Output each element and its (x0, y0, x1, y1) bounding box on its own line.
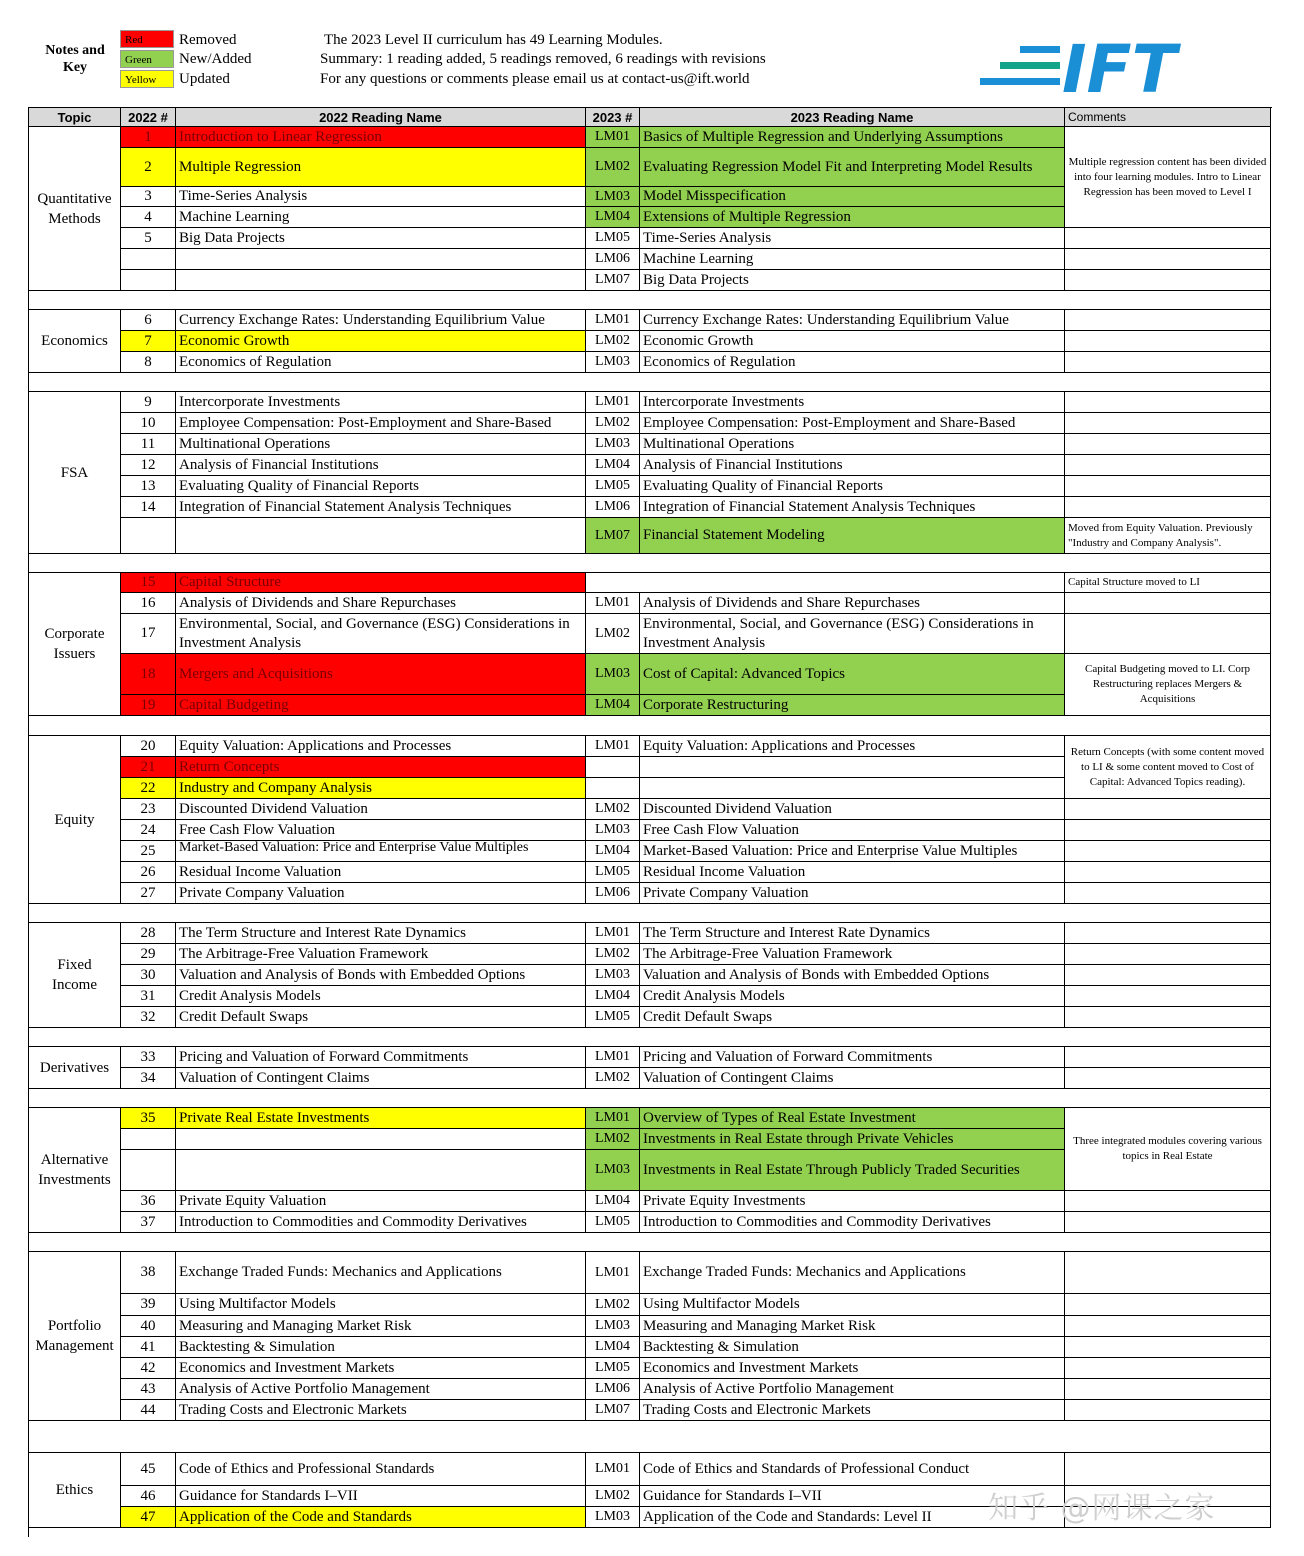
row-2022-name: Evaluating Quality of Financial Reports (176, 476, 586, 497)
row-2023-name: Analysis of Dividends and Share Repurchases (640, 593, 1065, 614)
comment-cell (1065, 986, 1271, 1007)
row-2022-num: 21 (121, 757, 176, 778)
notes-key-title: Notes and Key (45, 43, 105, 75)
row-2022-num (121, 270, 176, 291)
row-2023-num (586, 778, 640, 799)
comment-cell (1065, 923, 1271, 944)
row-2023-name: Evaluating Regression Model Fit and Interpreting Model Results (640, 148, 1065, 187)
row-2023-num: LM01 (586, 923, 640, 944)
row-2023-name: Valuation of Contingent Claims (640, 1068, 1065, 1089)
row-2022-name: Analysis of Dividends and Share Repurchases (176, 593, 586, 614)
topic-equity: Equity (29, 736, 121, 904)
row-2023-name: Cost of Capital: Advanced Topics (640, 654, 1065, 695)
row-2023-name: Pricing and Valuation of Forward Commitments (640, 1047, 1065, 1068)
row-2023-name: Analysis of Active Portfolio Management (640, 1379, 1065, 1400)
topic-economics: Economics (29, 310, 121, 373)
row-2023-name: Environmental, Social, and Governance (ESG) Considerations in Investment Analysis (640, 614, 1065, 654)
row-2023-name: Economic Growth (640, 331, 1065, 352)
row-2022-num: 19 (121, 695, 176, 716)
row-2022-name (176, 1129, 586, 1150)
row-2023-num (586, 757, 640, 778)
row-2022-num: 44 (121, 1400, 176, 1421)
comment-cell (1065, 476, 1271, 497)
header-2022-num: 2022 # (121, 108, 176, 127)
row-2022-name: Capital Budgeting (176, 695, 586, 716)
row-2023-name: Code of Ethics and Standards of Professional Conduct (640, 1453, 1065, 1486)
row-2023-num: LM02 (586, 944, 640, 965)
row-2022-num: 13 (121, 476, 176, 497)
row-2023-name: Employee Compensation: Post-Employment and Share-Based (640, 413, 1065, 434)
row-2022-name: Application of the Code and Standards (176, 1507, 586, 1528)
row-2023-num: LM05 (586, 476, 640, 497)
row-2023-name: Extensions of Multiple Regression (640, 207, 1065, 228)
row-2023-num: LM01 (586, 593, 640, 614)
row-2023-name: Economics of Regulation (640, 352, 1065, 373)
row-2023-name: Backtesting & Simulation (640, 1337, 1065, 1358)
row-2022-name: Economics of Regulation (176, 352, 586, 373)
row-2022-num (121, 249, 176, 270)
row-2022-num: 42 (121, 1358, 176, 1379)
row-2023-num: LM01 (586, 1047, 640, 1068)
row-2023-num: LM01 (586, 1252, 640, 1294)
header-2023-num: 2023 # (586, 108, 640, 127)
row-2022-num: 41 (121, 1337, 176, 1358)
row-2022-num: 22 (121, 778, 176, 799)
row-2022-num: 39 (121, 1294, 176, 1316)
row-2023-name: Time-Series Analysis (640, 228, 1065, 249)
row-2023-name: Residual Income Valuation (640, 862, 1065, 883)
topic-alternative-investments: Alternative Investments (29, 1108, 121, 1233)
row-2023-num: LM02 (586, 614, 640, 654)
row-2023-num: LM04 (586, 207, 640, 228)
row-2022-name: Residual Income Valuation (176, 862, 586, 883)
comment-cell (1065, 614, 1271, 654)
row-2022-name: Private Real Estate Investments (176, 1108, 586, 1129)
row-2023-name: Exchange Traded Funds: Mechanics and Applications (640, 1252, 1065, 1294)
row-2022-num: 34 (121, 1068, 176, 1089)
key-swatch-yellow: Yellow (120, 70, 174, 88)
section-spacer (29, 1089, 1271, 1108)
row-2022-num: 47 (121, 1507, 176, 1528)
row-2023-name (640, 778, 1065, 799)
row-2022-num: 36 (121, 1191, 176, 1212)
row-2023-name: Model Misspecification (640, 187, 1065, 207)
row-2023-num: LM03 (586, 820, 640, 841)
row-2022-name (176, 270, 586, 291)
row-2023-num: LM02 (586, 799, 640, 820)
row-2023-num: LM03 (586, 1316, 640, 1337)
row-2022-num: 46 (121, 1486, 176, 1507)
logo-text: IFT (1062, 38, 1177, 98)
row-2022-num: 15 (121, 573, 176, 593)
row-2022-name: Industry and Company Analysis (176, 778, 586, 799)
comment-cell (1065, 1252, 1271, 1294)
row-2022-num: 26 (121, 862, 176, 883)
row-2022-name: Trading Costs and Electronic Markets (176, 1400, 586, 1421)
row-2022-num: 14 (121, 497, 176, 518)
comment-cell (1065, 1191, 1271, 1212)
row-2023-name: Currency Exchange Rates: Understanding Equilibrium Value (640, 310, 1065, 331)
row-2023-num: LM02 (586, 1068, 640, 1089)
header-topic: Topic (29, 108, 121, 127)
row-2022-num: 8 (121, 352, 176, 373)
row-2023-name: Introduction to Commodities and Commodity Derivatives (640, 1212, 1065, 1233)
key-label-updated: Updated (179, 71, 230, 87)
row-2023-num: LM07 (586, 518, 640, 554)
row-2023-num: LM03 (586, 654, 640, 695)
row-2022-num: 35 (121, 1108, 176, 1129)
row-2022-name: Multiple Regression (176, 148, 586, 187)
key-label-removed: Removed (179, 32, 237, 48)
row-2022-name: Valuation and Analysis of Bonds with Embedded Options (176, 965, 586, 986)
row-2022-num: 2 (121, 148, 176, 187)
row-2022-num: 12 (121, 455, 176, 476)
row-2022-name: Measuring and Managing Market Risk (176, 1316, 586, 1337)
row-2022-num: 37 (121, 1212, 176, 1233)
comment-cell (1065, 228, 1271, 249)
row-2023-name: Corporate Restructuring (640, 695, 1065, 716)
section-spacer (29, 291, 1271, 310)
row-2022-name: Time-Series Analysis (176, 187, 586, 207)
row-2022-num: 45 (121, 1453, 176, 1486)
row-2023-num: LM01 (586, 392, 640, 413)
section-spacer (29, 1421, 1271, 1453)
row-2023-num: LM05 (586, 1007, 640, 1028)
row-2022-name: Market-Based Valuation: Price and Enterprise Value Multiples (176, 841, 586, 862)
ift-logo (980, 38, 1220, 98)
row-2023-name: Investments in Real Estate through Private Vehicles (640, 1129, 1065, 1150)
section-spacer (29, 1028, 1271, 1047)
row-2022-name: Environmental, Social, and Governance (ESG) Considerations in Investment Analysis (176, 614, 586, 654)
topic-fixed-income: Fixed Income (29, 923, 121, 1028)
comment-cell (1065, 434, 1271, 455)
row-2022-num: 10 (121, 413, 176, 434)
curriculum-table (28, 107, 1272, 1537)
watermark-text: 知乎 @网课之家 (988, 1491, 1216, 1526)
comment-cell (1065, 1212, 1271, 1233)
row-2023-name: Equity Valuation: Applications and Processes (640, 736, 1065, 757)
row-2022-name: Pricing and Valuation of Forward Commitments (176, 1047, 586, 1068)
row-2022-num (121, 1150, 176, 1191)
row-2022-num: 7 (121, 331, 176, 352)
row-2023-num: LM03 (586, 187, 640, 207)
row-2022-num: 5 (121, 228, 176, 249)
row-2022-name: Intercorporate Investments (176, 392, 586, 413)
comment-cell (1065, 1358, 1271, 1379)
row-2022-name: Capital Structure (176, 573, 586, 593)
row-2023-name: Guidance for Standards I–VII (640, 1486, 1065, 1507)
row-2022-name: Credit Analysis Models (176, 986, 586, 1007)
row-2022-num: 18 (121, 654, 176, 695)
row-2023-name: Analysis of Financial Institutions (640, 455, 1065, 476)
row-2022-num (121, 1129, 176, 1150)
row-2023-num: LM05 (586, 862, 640, 883)
row-2023-num: LM02 (586, 1486, 640, 1507)
row-2022-num: 16 (121, 593, 176, 614)
topic-fsa: FSA (29, 392, 121, 554)
topic-ethics: Ethics (29, 1453, 121, 1528)
comment-fsa: Moved from Equity Valuation. Previously "Industry and Company Analysis". (1065, 518, 1271, 554)
row-2022-num: 31 (121, 986, 176, 1007)
row-2022-name: Introduction to Commodities and Commodity Derivatives (176, 1212, 586, 1233)
row-2022-num: 25 (121, 841, 176, 862)
row-2023-name: Valuation and Analysis of Bonds with Embedded Options (640, 965, 1065, 986)
row-2023-num: LM02 (586, 331, 640, 352)
comment-cell (1065, 1453, 1271, 1486)
comment-capital-structure: Capital Structure moved to LI (1065, 573, 1271, 593)
comment-cell (1065, 1068, 1271, 1089)
row-2022-name: Mergers and Acquisitions (176, 654, 586, 695)
row-2023-name: Application of the Code and Standards: Level II (640, 1507, 1065, 1528)
row-2023-name: Measuring and Managing Market Risk (640, 1316, 1065, 1337)
key-swatch-red: Red (120, 30, 174, 48)
row-2023-name: Private Company Valuation (640, 883, 1065, 904)
row-2023-name: Credit Analysis Models (640, 986, 1065, 1007)
row-2023-num: LM02 (586, 413, 640, 434)
comment-cell (1065, 331, 1271, 352)
comment-cell (1065, 1316, 1271, 1337)
comment-cell (1065, 310, 1271, 331)
row-2023-num: LM03 (586, 1507, 640, 1528)
row-2022-num: 4 (121, 207, 176, 228)
comment-cell (1065, 1400, 1271, 1421)
row-2023-name: Overview of Types of Real Estate Investment (640, 1108, 1065, 1129)
row-2023-name: Market-Based Valuation: Price and Enterprise Value Multiples (640, 841, 1065, 862)
row-2022-name: Introduction to Linear Regression (176, 127, 586, 148)
comment-cell (1065, 1294, 1271, 1316)
comment-cell (1065, 392, 1271, 413)
row-2022-name: Machine Learning (176, 207, 586, 228)
section-spacer (29, 1233, 1271, 1252)
row-2023-num: LM03 (586, 1150, 640, 1191)
row-2023-num: LM04 (586, 841, 640, 862)
row-2022-num: 3 (121, 187, 176, 207)
row-2022-num: 30 (121, 965, 176, 986)
row-2022-num: 27 (121, 883, 176, 904)
row-2022-name: Guidance for Standards I–VII (176, 1486, 586, 1507)
comment-cell (1065, 270, 1271, 291)
row-2023-num: LM02 (586, 148, 640, 187)
section-spacer (29, 554, 1271, 573)
row-2023-name: Financial Statement Modeling (640, 518, 1065, 554)
comment-cell (1065, 455, 1271, 476)
row-2023-num: LM01 (586, 310, 640, 331)
key-label-added: New/Added (179, 51, 252, 67)
row-2022-num: 1 (121, 127, 176, 148)
row-2022-num (121, 518, 176, 554)
topic-derivatives: Derivatives (29, 1047, 121, 1089)
comment-cell (1065, 820, 1271, 841)
row-2022-name (176, 249, 586, 270)
row-2022-name: Valuation of Contingent Claims (176, 1068, 586, 1089)
comment-corporate: Capital Budgeting moved to LI. Corp Restructuring replaces Mergers & Acquisitions (1065, 654, 1271, 716)
row-2022-name: Private Equity Valuation (176, 1191, 586, 1212)
row-2023-name: Free Cash Flow Valuation (640, 820, 1065, 841)
row-2023-num: LM04 (586, 1191, 640, 1212)
comment-equity: Return Concepts (with some content moved to LI & some content moved to Cost of Capital: Advanced Topics reading). (1065, 736, 1271, 799)
row-2022-name: Big Data Projects (176, 228, 586, 249)
row-2023-num: LM03 (586, 434, 640, 455)
row-2022-name: Free Cash Flow Valuation (176, 820, 586, 841)
row-2022-name: Private Company Valuation (176, 883, 586, 904)
comment-alternatives: Three integrated modules covering various topics in Real Estate (1065, 1108, 1271, 1191)
row-2022-name: Exchange Traded Funds: Mechanics and Applications (176, 1252, 586, 1294)
row-2022-num: 28 (121, 923, 176, 944)
comment-cell (1065, 593, 1271, 614)
row-2023-name: Private Equity Investments (640, 1191, 1065, 1212)
row-2023-num: LM04 (586, 455, 640, 476)
row-2023-name: Integration of Financial Statement Analysis Techniques (640, 497, 1065, 518)
row-2022-name: Code of Ethics and Professional Standards (176, 1453, 586, 1486)
topic-portfolio-management: Portfolio Management (29, 1252, 121, 1421)
row-2023-num: LM05 (586, 228, 640, 249)
comment-cell (1065, 497, 1271, 518)
comment-cell (1065, 965, 1271, 986)
row-2022-num: 9 (121, 392, 176, 413)
comment-cell (1065, 799, 1271, 820)
row-2022-name: Economic Growth (176, 331, 586, 352)
row-2022-name: Integration of Financial Statement Analysis Techniques (176, 497, 586, 518)
comment-cell (1065, 1379, 1271, 1400)
header-comments: Comments (1065, 108, 1271, 127)
row-2022-name: Equity Valuation: Applications and Processes (176, 736, 586, 757)
row-2023-name: Machine Learning (640, 249, 1065, 270)
row-2023-num: LM01 (586, 736, 640, 757)
row-2023-num: LM01 (586, 1108, 640, 1129)
row-2023-num: LM06 (586, 497, 640, 518)
row-2022-num: 11 (121, 434, 176, 455)
row-2022-num: 32 (121, 1007, 176, 1028)
row-2023-name: Discounted Dividend Valuation (640, 799, 1065, 820)
row-2023-name: Credit Default Swaps (640, 1007, 1065, 1028)
row-2023-name: Multinational Operations (640, 434, 1065, 455)
row-2022-name: Currency Exchange Rates: Understanding Equilibrium Value (176, 310, 586, 331)
row-2023-num: LM04 (586, 986, 640, 1007)
row-2023-num: LM05 (586, 1212, 640, 1233)
row-2023-num: LM07 (586, 270, 640, 291)
header-2023-name: 2023 Reading Name (640, 108, 1065, 127)
topic-quant: Quantitative Methods (29, 127, 121, 291)
row-2023-num: LM02 (586, 1129, 640, 1150)
row-2023-num: LM06 (586, 883, 640, 904)
row-2023-num: LM03 (586, 965, 640, 986)
header-2022-name: 2022 Reading Name (176, 108, 586, 127)
row-2022-num: 33 (121, 1047, 176, 1068)
row-2023-name: Evaluating Quality of Financial Reports (640, 476, 1065, 497)
row-2023-name: Using Multifactor Models (640, 1294, 1065, 1316)
section-spacer (29, 373, 1271, 392)
row-2022-name: The Term Structure and Interest Rate Dynamics (176, 923, 586, 944)
row-2022-num: 43 (121, 1379, 176, 1400)
row-2022-num: 6 (121, 310, 176, 331)
summary-line-3: For any questions or comments please email us at contact-us@ift.world (320, 71, 750, 87)
summary-line-2: Summary: 1 reading added, 5 readings removed, 6 readings with revisions (320, 51, 766, 67)
row-2023-num: LM05 (586, 1358, 640, 1379)
row-2022-num: 29 (121, 944, 176, 965)
row-2023-num: LM01 (586, 1453, 640, 1486)
row-2023-name: The Term Structure and Interest Rate Dynamics (640, 923, 1065, 944)
row-2022-name (176, 518, 586, 554)
comment-quant: Multiple regression content has been divided into four learning modules. Intro to Linear Regression has been moved to Level I (1065, 127, 1271, 228)
row-2023-name: Intercorporate Investments (640, 392, 1065, 413)
section-spacer (29, 904, 1271, 923)
comment-cell (1065, 1337, 1271, 1358)
row-2022-name: Backtesting & Simulation (176, 1337, 586, 1358)
row-2022-name (176, 1150, 586, 1191)
row-2022-num: 20 (121, 736, 176, 757)
comment-cell (1065, 249, 1271, 270)
row-2023-num: LM03 (586, 352, 640, 373)
row-2023-name: Investments in Real Estate Through Publicly Traded Securities (640, 1150, 1065, 1191)
comment-cell (1065, 1047, 1271, 1068)
comment-cell (1065, 944, 1271, 965)
comment-cell (1065, 352, 1271, 373)
row-2023-num: LM01 (586, 127, 640, 148)
row-2022-num: 40 (121, 1316, 176, 1337)
key-swatch-green: Green (120, 50, 174, 68)
row-2022-name: The Arbitrage-Free Valuation Framework (176, 944, 586, 965)
row-2023-name: Big Data Projects (640, 270, 1065, 291)
row-2022-name: Economics and Investment Markets (176, 1358, 586, 1379)
row-2022-num: 24 (121, 820, 176, 841)
section-spacer (29, 716, 1271, 736)
topic-corporate-issuers: Corporate Issuers (29, 573, 121, 716)
row-2022-num: 17 (121, 614, 176, 654)
row-2023-name: Basics of Multiple Regression and Underlying Assumptions (640, 127, 1065, 148)
row-2023-name: Trading Costs and Electronic Markets (640, 1400, 1065, 1421)
row-2022-num: 23 (121, 799, 176, 820)
row-2022-name: Employee Compensation: Post-Employment and Share-Based (176, 413, 586, 434)
row-2023-name: Economics and Investment Markets (640, 1358, 1065, 1379)
row-2022-name: Analysis of Active Portfolio Management (176, 1379, 586, 1400)
row-2022-num: 38 (121, 1252, 176, 1294)
comment-cell (1065, 862, 1271, 883)
row-2023-num: LM02 (586, 1294, 640, 1316)
row-2022-name: Using Multifactor Models (176, 1294, 586, 1316)
comment-cell (1065, 413, 1271, 434)
row-2023-num: LM04 (586, 1337, 640, 1358)
row-2023-empty (586, 573, 1065, 593)
summary-line-1: The 2023 Level II curriculum has 49 Learning Modules. (324, 32, 663, 48)
row-2023-num: LM07 (586, 1400, 640, 1421)
row-2023-name: The Arbitrage-Free Valuation Framework (640, 944, 1065, 965)
row-2023-num: LM04 (586, 695, 640, 716)
row-2022-name: Credit Default Swaps (176, 1007, 586, 1028)
row-2023-num: LM06 (586, 249, 640, 270)
comment-cell (1065, 841, 1271, 862)
row-2022-name: Analysis of Financial Institutions (176, 455, 586, 476)
row-2023-num: LM06 (586, 1379, 640, 1400)
comment-cell (1065, 883, 1271, 904)
row-2022-name: Multinational Operations (176, 434, 586, 455)
row-2022-name: Discounted Dividend Valuation (176, 799, 586, 820)
row-2022-name: Return Concepts (176, 757, 586, 778)
comment-cell (1065, 1007, 1271, 1028)
row-2023-name (640, 757, 1065, 778)
